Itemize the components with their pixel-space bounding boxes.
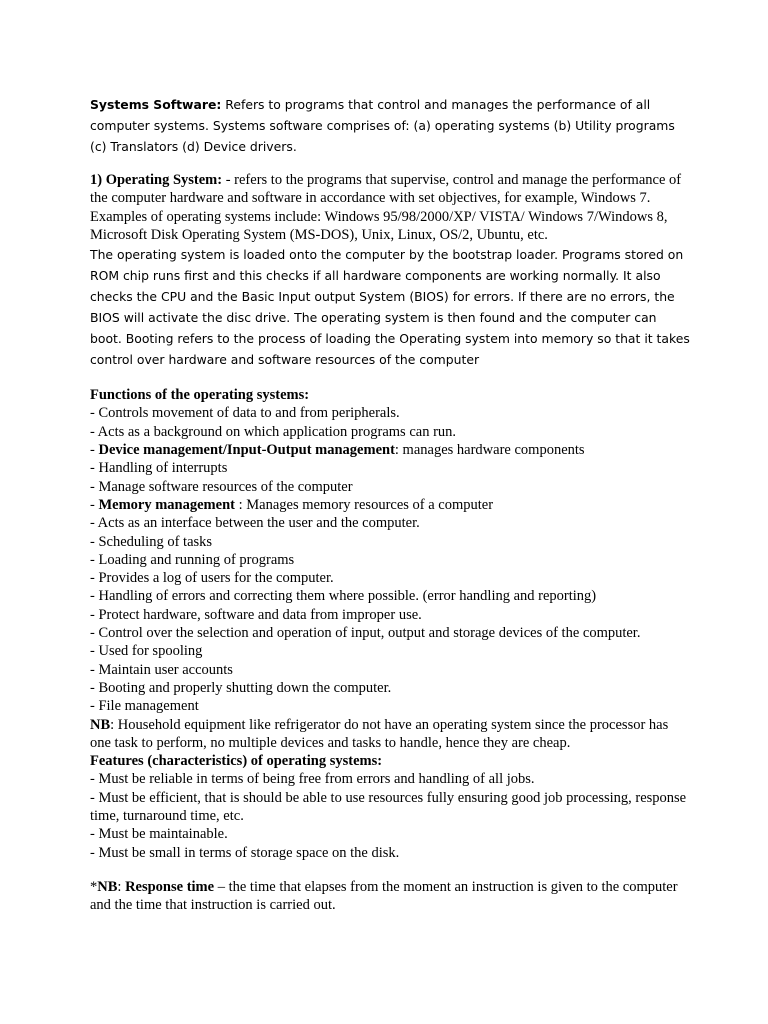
intro-text: Refers to programs that control and manages the performance of all computer systems. Systems software comprises of: (a) operating systems (b) Utility programs (c) Translators (d) Device drivers. bbox=[90, 97, 675, 154]
os-heading: 1) Operating System: bbox=[90, 172, 223, 188]
features-heading: Features (characteristics) of operating systems: bbox=[90, 753, 383, 770]
features-list bbox=[90, 770, 690, 861]
intro-paragraph bbox=[90, 94, 690, 157]
functions-section bbox=[90, 386, 690, 914]
nb-note bbox=[90, 716, 690, 753]
os-paragraph bbox=[90, 171, 690, 244]
list-bullet: - bbox=[90, 496, 99, 513]
list-bullet: - bbox=[90, 643, 99, 660]
list-item bbox=[90, 606, 690, 624]
list-item bbox=[90, 404, 690, 422]
list-bullet: - bbox=[90, 551, 99, 568]
functions-list bbox=[90, 404, 690, 715]
list-item-text: Controls movement of data to and from peripherals. bbox=[98, 405, 400, 422]
list-item-text: Used for spooling bbox=[98, 643, 203, 660]
list-item: - Must be small in terms of storage space on the disk. bbox=[90, 844, 400, 861]
functions-heading: Functions of the operating systems: bbox=[90, 387, 310, 404]
list-bullet: - bbox=[90, 698, 99, 715]
list-item-text: Handling of interrupts bbox=[98, 460, 228, 477]
nb2-label: NB bbox=[97, 878, 118, 895]
response-time-text: – the time that elapses from the moment an instruction is given to the computer and the time that instruction is carried out. bbox=[90, 878, 678, 914]
list-item bbox=[90, 587, 690, 605]
list-item: - Must be efficient, that is should be able to use resources fully ensuring good job processing, response time, turnaround time, etc. bbox=[90, 789, 687, 825]
list-bullet: - bbox=[90, 478, 99, 495]
list-item: - Must be maintainable. bbox=[90, 826, 228, 843]
list-bullet: - bbox=[90, 606, 99, 623]
list-item bbox=[90, 459, 690, 477]
list-item-text: Handling of errors and correcting them where possible. (error handling and reporting) bbox=[98, 588, 597, 605]
list-item-text: Control over the selection and operation of input, output and storage devices of the computer. bbox=[98, 625, 641, 642]
list-bullet: - bbox=[90, 423, 98, 440]
list-bullet: - bbox=[90, 661, 99, 678]
list-item: - Must be reliable in terms of being free from errors and handling of all jobs. bbox=[90, 771, 535, 788]
list-bullet: - bbox=[90, 588, 99, 605]
list-item-text: Loading and running of programs bbox=[98, 551, 295, 568]
list-item bbox=[90, 478, 690, 496]
list-bullet: - bbox=[90, 515, 98, 532]
boot-paragraph: The operating system is loaded onto the computer by the bootstrap loader. Programs stored on ROM chip runs first and this checks if all hardware components are working normally. It also checks the CPU and the Basic Input output System (BIOS) for errors. If there are no errors, the BIOS will activate the disc drive. The operating system is then found and the computer can boot. Booting refers to the process of loading the Operating system into memory so that it takes control over hardware and software resources of the computer bbox=[90, 247, 690, 368]
list-item-text: Acts as a background on which application programs can run. bbox=[97, 423, 457, 440]
list-item-text: Protect hardware, software and data from improper use. bbox=[98, 606, 422, 623]
list-bullet: - bbox=[90, 533, 99, 550]
list-bullet: - bbox=[90, 460, 99, 477]
list-item bbox=[90, 514, 690, 532]
os-text: - refers to the programs that supervise, control and manage the performance of the computer hardware and software in accordance with set objectives, for example, Windows 7. Examples of operating systems include: Windows 95/98/2000/XP/ VISTA/ Windows 7/Windows 8, Microsoft Disk Operating System (MS-DOS), Unix, Linux, OS/2, Ubuntu, etc. bbox=[90, 172, 682, 243]
list-item-text: Acts as an interface between the user and the computer. bbox=[97, 515, 420, 532]
list-item bbox=[90, 679, 690, 697]
list-item-text: Booting and properly shutting down the computer. bbox=[98, 679, 392, 696]
list-item-text: Scheduling of tasks bbox=[98, 533, 213, 550]
list-item bbox=[90, 533, 690, 551]
list-item bbox=[90, 551, 690, 569]
list-item-term: Memory management bbox=[98, 496, 235, 513]
list-item bbox=[90, 496, 690, 514]
list-bullet: - bbox=[90, 570, 99, 587]
nb-label: NB bbox=[90, 716, 111, 733]
list-item bbox=[90, 569, 690, 587]
list-item-text: Manage software resources of the computer bbox=[98, 478, 353, 495]
list-item bbox=[90, 697, 690, 715]
list-item-text: Provides a log of users for the computer. bbox=[98, 570, 334, 587]
list-item-term: Device management/Input-Output management bbox=[98, 442, 395, 459]
list-bullet: - bbox=[90, 679, 99, 696]
list-item bbox=[90, 624, 690, 642]
nb-text: : Household equipment like refrigerator do not have an operating system since the processor has one task to perform, no multiple devices and tasks to handle, hence they are cheap. bbox=[90, 716, 669, 751]
document-page bbox=[90, 94, 690, 915]
response-time-term: Response time bbox=[125, 878, 215, 895]
separator: : bbox=[117, 878, 126, 895]
list-item-text: Maintain user accounts bbox=[98, 661, 233, 678]
list-bullet: - bbox=[90, 405, 99, 422]
list-item-text: File management bbox=[98, 698, 199, 715]
list-item bbox=[90, 661, 690, 679]
asterisk: * bbox=[90, 878, 98, 895]
list-item bbox=[90, 423, 690, 441]
list-item-text: : Manages memory resources of a computer bbox=[234, 496, 494, 513]
intro-heading: Systems Software: bbox=[90, 97, 222, 112]
list-bullet: - bbox=[90, 625, 99, 642]
list-bullet: - bbox=[90, 442, 99, 459]
response-time-note bbox=[90, 878, 690, 915]
list-item-text: : manages hardware components bbox=[394, 442, 585, 459]
list-item bbox=[90, 441, 690, 459]
list-item bbox=[90, 642, 690, 660]
